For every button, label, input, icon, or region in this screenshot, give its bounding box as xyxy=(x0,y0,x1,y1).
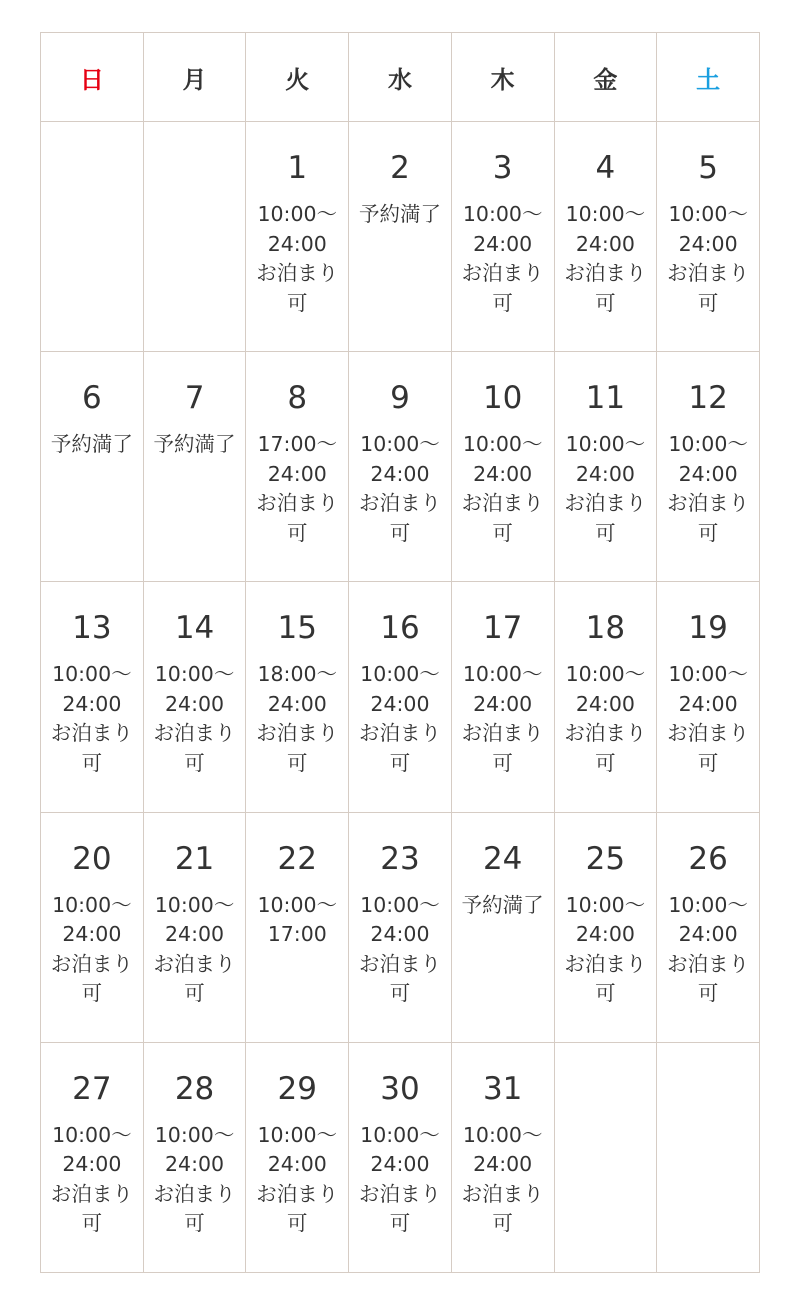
booking-calendar xyxy=(40,32,760,1273)
week-row xyxy=(41,582,760,812)
day-number: 5 xyxy=(698,150,718,186)
day-cell[interactable] xyxy=(41,1042,144,1272)
day-number: 25 xyxy=(585,840,626,877)
day-cell[interactable] xyxy=(143,582,246,812)
day-availability: 10:00〜 24:00 お泊まり 可 xyxy=(358,1122,441,1236)
day-availability: 10:00〜 24:00 お泊まり 可 xyxy=(50,892,133,1006)
day-availability: 10:00〜 24:00 お泊まり 可 xyxy=(50,662,133,775)
day-number: 3 xyxy=(492,150,513,186)
calendar-header xyxy=(41,33,760,122)
day-cell[interactable] xyxy=(451,582,554,812)
day-number: 23 xyxy=(380,840,420,877)
day-availability: 10:00〜 24:00 お泊まり 可 xyxy=(564,662,647,775)
day-cell[interactable] xyxy=(657,122,760,352)
day-number: 16 xyxy=(380,610,420,647)
day-cell[interactable] xyxy=(349,122,452,352)
day-availability: 10:00〜 24:00 お泊まり 可 xyxy=(358,892,441,1006)
day-number: 12 xyxy=(688,380,728,417)
day-number: 24 xyxy=(482,840,523,877)
week-row xyxy=(41,1042,760,1272)
day-cell[interactable] xyxy=(143,1042,246,1272)
weekday-friday: 金 xyxy=(554,33,657,122)
day-cell[interactable] xyxy=(451,812,554,1042)
weekday-tuesday: 火 xyxy=(246,33,349,122)
day-availability: 10:00〜 24:00 お泊まり 可 xyxy=(461,202,544,315)
day-number: 27 xyxy=(72,1070,112,1107)
day-cell[interactable] xyxy=(451,1042,554,1272)
day-number: 6 xyxy=(81,380,102,417)
day-number: 29 xyxy=(277,1070,317,1107)
day-availability: 10:00〜 24:00 お泊まり 可 xyxy=(256,1122,339,1236)
day-number: 19 xyxy=(688,610,728,647)
day-availability: 10:00〜 24:00 お泊まり 可 xyxy=(256,202,339,315)
day-cell[interactable] xyxy=(246,1042,349,1272)
day-number: 8 xyxy=(287,380,308,417)
weekday-monday: 月 xyxy=(143,33,246,122)
day-availability: 予約満了 xyxy=(50,432,133,457)
day-number: 9 xyxy=(390,380,410,417)
empty-day-cell xyxy=(41,122,144,352)
day-number: 1 xyxy=(287,150,308,186)
day-availability: 10:00〜 24:00 お泊まり 可 xyxy=(667,892,750,1006)
weekday-row xyxy=(41,33,760,122)
day-cell[interactable] xyxy=(657,582,760,812)
day-availability: 10:00〜 24:00 お泊まり 可 xyxy=(667,662,750,775)
day-availability: 10:00〜 24:00 お泊まり 可 xyxy=(461,1122,544,1236)
day-cell[interactable] xyxy=(143,812,246,1042)
day-availability: 10:00〜 24:00 お泊まり 可 xyxy=(50,1122,133,1236)
day-cell[interactable] xyxy=(451,352,554,582)
day-cell[interactable] xyxy=(451,122,554,352)
day-availability: 予約満了 xyxy=(358,202,441,226)
day-availability: 18:00〜 24:00 お泊まり 可 xyxy=(256,662,339,775)
day-cell[interactable] xyxy=(554,812,657,1042)
day-cell[interactable] xyxy=(554,582,657,812)
day-availability: 10:00〜 24:00 お泊まり 可 xyxy=(153,1122,236,1236)
day-availability: 10:00〜 24:00 お泊まり 可 xyxy=(153,892,236,1006)
day-cell[interactable] xyxy=(554,352,657,582)
empty-day-cell xyxy=(143,122,246,352)
day-cell[interactable] xyxy=(657,812,760,1042)
week-row xyxy=(41,352,760,582)
day-number: 20 xyxy=(72,840,112,877)
day-cell[interactable] xyxy=(349,352,452,582)
day-number: 26 xyxy=(688,840,728,877)
day-number: 18 xyxy=(585,610,626,647)
day-cell[interactable] xyxy=(554,122,657,352)
day-number: 22 xyxy=(277,840,317,877)
day-number: 21 xyxy=(174,840,215,877)
day-cell[interactable] xyxy=(349,582,452,812)
day-number: 30 xyxy=(380,1070,420,1107)
weekday-sunday: 日 xyxy=(41,33,144,122)
weekday-wednesday: 水 xyxy=(349,33,452,122)
weekday-saturday: 土 xyxy=(657,33,760,122)
day-number: 31 xyxy=(482,1070,523,1107)
day-number: 10 xyxy=(482,380,523,417)
day-cell[interactable] xyxy=(246,352,349,582)
day-availability: 10:00〜 24:00 お泊まり 可 xyxy=(461,432,544,545)
day-number: 11 xyxy=(585,380,626,417)
day-number: 28 xyxy=(174,1070,215,1107)
empty-day-cell xyxy=(554,1042,657,1272)
day-cell[interactable] xyxy=(143,352,246,582)
day-availability: 10:00〜 24:00 お泊まり 可 xyxy=(564,432,647,545)
day-availability: 10:00〜 24:00 お泊まり 可 xyxy=(667,432,750,545)
day-availability: 10:00〜 24:00 お泊まり 可 xyxy=(153,662,236,775)
day-cell[interactable] xyxy=(349,1042,452,1272)
calendar-body xyxy=(41,122,760,1273)
day-availability: 10:00〜 24:00 お泊まり 可 xyxy=(564,892,647,1006)
day-cell[interactable] xyxy=(349,812,452,1042)
day-availability: 17:00〜 24:00 お泊まり 可 xyxy=(256,432,339,545)
day-availability: 10:00〜 24:00 お泊まり 可 xyxy=(461,662,544,775)
day-availability: 10:00〜 17:00 xyxy=(257,892,338,947)
day-cell[interactable] xyxy=(41,352,144,582)
day-cell[interactable] xyxy=(246,812,349,1042)
day-number: 7 xyxy=(184,380,205,417)
day-availability: 10:00〜 24:00 お泊まり 可 xyxy=(667,202,750,315)
week-row xyxy=(41,122,760,352)
day-number: 4 xyxy=(595,150,616,186)
day-cell[interactable] xyxy=(657,352,760,582)
day-number: 2 xyxy=(390,150,410,186)
weekday-thursday: 木 xyxy=(451,33,554,122)
day-availability: 10:00〜 24:00 お泊まり 可 xyxy=(358,432,441,545)
day-number: 14 xyxy=(174,610,215,647)
day-cell[interactable] xyxy=(246,122,349,352)
day-cell[interactable] xyxy=(41,812,144,1042)
empty-day-cell xyxy=(657,1042,760,1272)
day-cell[interactable] xyxy=(246,582,349,812)
day-number: 17 xyxy=(482,610,523,647)
day-availability: 10:00〜 24:00 お泊まり 可 xyxy=(358,662,441,775)
day-availability: 10:00〜 24:00 お泊まり 可 xyxy=(564,202,647,315)
day-availability: 予約満了 xyxy=(461,892,544,917)
day-number: 15 xyxy=(277,610,317,647)
day-number: 13 xyxy=(72,610,112,647)
week-row xyxy=(41,812,760,1042)
day-cell[interactable] xyxy=(41,582,144,812)
day-availability: 予約満了 xyxy=(153,432,236,457)
